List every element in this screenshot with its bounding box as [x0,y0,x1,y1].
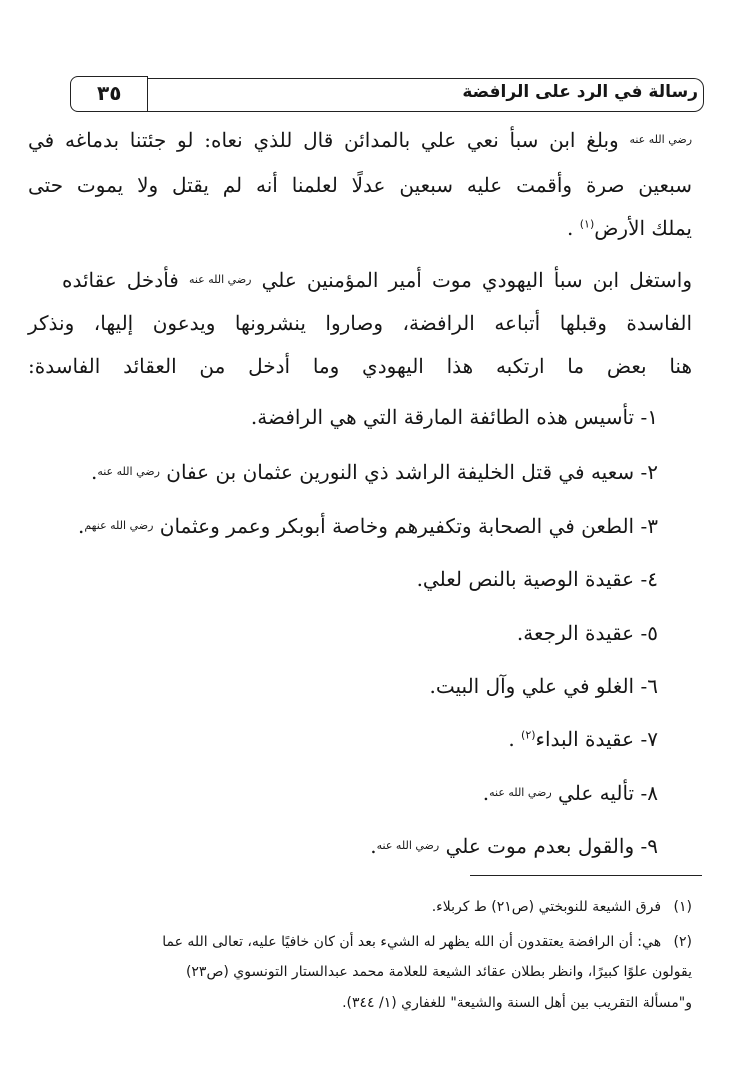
list-item-number: ٩- [640,834,658,858]
list-item-number: ٧- [640,727,658,751]
list-item-4 [417,567,658,591]
list-item-end: . [370,834,377,858]
paragraph2-line3: هنا بعض ما ارتكبه هذا اليهودي وما أدخل من العقائد الفاسدة: [28,354,692,378]
list-item-text: سعيه في قتل الخليفة الراشد ذي النورين عثمان بن عفان [166,460,635,484]
list-item-6 [430,674,658,698]
honorific-mark: رضي الله عنه [489,786,552,799]
list-item-1 [251,405,658,429]
list-item-7 [508,727,658,751]
paragraph1-line1-text: وبلغ ابن سبأ نعي علي بالمدائن قال للذي نعاه: لو جئتنا بدماغه في [28,128,619,152]
list-item-text: عقيدة الرجعة. [516,621,635,645]
page-number: ٣٥ [97,81,122,105]
paragraph1-line3 [28,216,692,240]
list-item-end: . [90,460,98,484]
list-item-3 [78,514,658,538]
footnote-ref-2: (٢) [521,728,536,742]
paragraph1-line2: سبعين صرة وأقمت عليه سبعين عدلًا لعلمنا أنه لم يقتل ولا يموت حتى [28,173,692,197]
list-item-text: تأليه علي [558,781,635,805]
paragraph1-line1 [28,128,692,152]
honorific-mark: رضي الله عنه [188,273,252,286]
list-item-8 [483,781,658,805]
list-item-5 [517,621,658,645]
list-item-text: عقيدة البداء [535,727,635,751]
list-item-number: ٥- [640,621,658,645]
paragraph2-line1a: واستغل ابن سبأ اليهودي موت أمير المؤمنين علي [261,268,693,292]
footnote-ref-1: (١) [579,217,595,231]
list-item-end: . [78,514,85,538]
paragraph1-end: . [567,216,574,240]
footnote-number: (٢) [673,934,692,950]
page-header [70,76,704,112]
honorific-mark: رضي الله عنه [629,133,693,146]
paragraph2-line2: الفاسدة وقبلها أتباعه الرافضة، وصاروا ينشرونها ويدعون إليها، ونذكر [28,311,692,335]
page-number-box [70,76,148,112]
honorific-mark: رضي الله عنه [376,839,440,852]
footnote-1 [28,899,692,915]
footnote-text: هي: أن الرافضة يعتقدون أن الله يظهر له الشيء بعد أن كان خافيًا عليه، تعالى الله عما [162,934,662,950]
paragraph2-line1 [62,268,692,292]
list-item-text: والقول بعدم موت علي [445,834,635,858]
list-item-text: تأسيس هذه الطائفة المارقة التي هي الرافضة. [250,405,635,429]
list-item-2 [91,460,658,484]
list-item-9 [370,834,658,858]
list-item-text: الغلو في علي وآل البيت. [429,674,635,698]
list-item-number: ٦- [640,674,658,698]
list-item-number: ٨- [640,781,658,805]
list-item-number: ٢- [640,460,658,484]
footnote-separator [470,875,702,876]
paragraph2-line1b: فأدخل عقائده [62,268,179,292]
list-item-number: ١- [640,405,658,429]
footnote-2-line3: و"مسألة التقريب بين أهل السنة والشيعة" للغفاري (١/ ٣٤٤). [342,995,692,1011]
list-item-number: ٤- [640,567,658,591]
header-title: رسالة في الرد على الرافضة [462,82,698,102]
list-item-text: الطعن في الصحابة وتكفيرهم وخاصة أبوبكر وعمر وعثمان [159,514,635,538]
paragraph1-line3-text: يملك الأرض [594,216,692,240]
footnote-text: فرق الشيعة للنوبختي (ص٢١) ط كربلاء. [431,899,662,915]
honorific-mark: رضي الله عنه [97,465,160,478]
list-item-end: . [482,781,490,805]
honorific-mark: رضي الله عنهم [84,519,154,532]
footnote-2-line2: يقولون علوًا كبيرًا، وانظر بطلان عقائد الشيعة للعلامة محمد عبدالستار التونسوي (ص٢٣) [185,964,692,980]
list-item-number: ٣- [640,514,658,538]
footnote-2-line1 [28,934,692,950]
footnote-number: (١) [673,899,692,915]
list-item-end: . [508,727,515,751]
list-item-text: عقيدة الوصية بالنص لعلي. [416,567,635,591]
